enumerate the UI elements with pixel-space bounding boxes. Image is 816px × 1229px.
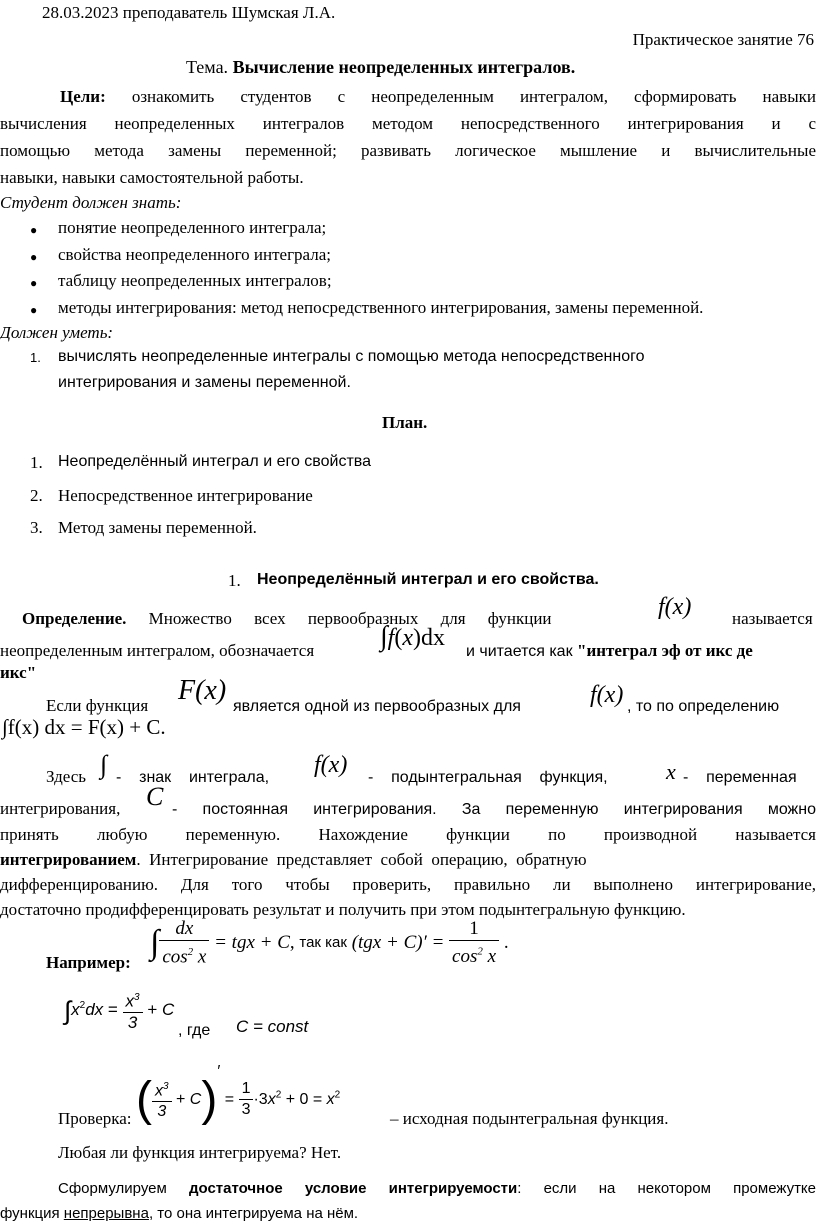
definition-label: Определение. [22,609,127,628]
definition-formula: ∫f(x) dx = F(x) + C. [2,715,166,739]
plan-num-1: 1. [30,453,43,472]
here-text-c: - подынтегральная функция, [368,769,608,786]
sufficient-text-d: функция [0,1205,64,1222]
here-line-6: достаточно продифференцировать результат и получить при этом подынтегральную функцию. [0,900,686,919]
section-1-num: 1. [228,571,241,590]
goals-label: Цели: [60,87,106,106]
bullet-icon: ● [30,276,38,290]
here-text-d: - переменная [683,769,797,786]
goals-line-3: помощью метода замены переменной; развивать логическое мышление и вычислительные [0,141,816,160]
definition-text-1b: называется [732,609,813,628]
lesson-number: Практическое занятие 76 [632,30,814,49]
definition-text-2b: и читается как [466,643,578,660]
able-line-1: вычислять неопределенные интегралы с помощью метода непосредственного [58,348,645,365]
plan-num-2: 2. [30,486,43,505]
date-teacher-line: 28.03.2023 преподаватель Шумская Л.А. [42,3,336,22]
topic-line [186,54,575,80]
list-item: таблицу неопределенных интегралов; [58,271,332,290]
able-heading: Должен уметь: [0,323,114,342]
example-label: Например: [46,953,131,972]
topic-prefix: Тема. [186,57,233,77]
continuous-term: непрерывна [63,1205,149,1222]
tak-kak-text: так как [299,934,347,952]
check-label: Проверка: [58,1109,132,1128]
here-line-5: дифференцированию. Для того чтобы проверить, правильно ли выполнено интегрирование, [0,875,816,894]
able-number: 1. [30,350,41,365]
reading-quote-2: икс" [0,663,37,682]
C-const-formula: C = const [236,1017,309,1036]
fx-formula: f(x) [658,594,692,620]
here-text-b: - знак интеграла, [116,769,270,786]
sufficient-line-1 [58,1176,816,1202]
plan-item-1: Неопределённый интеграл и его свойства [58,453,371,470]
C-constant: C [146,782,164,811]
definition-line-2b [466,638,753,665]
here-line-4-rest: . Интегрирование представляет собой операцию, обратную [136,850,587,869]
sufficient-line-2 [0,1201,358,1227]
here-line-4 [0,847,816,873]
check-formula: ( $\frac{x^3}{3}$ + C)′ = $\frac{1}{3}$ $\cdot 3x^2 + 0 = x^2$ [136,1063,341,1126]
know-heading: Студент должен знать: [0,193,182,212]
example-formula: ∫ $\frac{dx}{\cos^2 x}$ = tgx + C, так как (tgx + C)′ = $\frac{1}{\cos^2 x}$ . [150,918,509,968]
list-item: свойства неопределенного интеграла; [58,245,331,264]
able-line-2: интегрирования и замены переменной. [58,374,351,391]
section-1-title: Неопределённый интеграл и его свойства. [257,571,599,588]
sufficient-text-a: Сформулируем [58,1180,189,1197]
if-text-b: является одной из первообразных для [233,698,521,715]
here-line-2a: интегрирования, [0,799,121,818]
sufficient-text-f: , то она интегрируема на нём. [148,1205,359,1222]
where-text: , где [178,1022,211,1039]
fx-formula: f(x) [314,752,348,778]
x-variable: x [666,759,676,784]
x-squared-integral-formula: $\int x^2dx$ = $\frac{x^3}{3}$ + C [64,988,174,1033]
integral-sign-icon: ∫ [100,750,108,779]
if-text-c: , то по определению [627,698,780,715]
if-text-a: Если функция [46,696,149,715]
here-line-2b: - постоянная интегрирования. За переменную интегрирования можно [172,801,816,818]
definition-line-1 [22,606,642,632]
definition-text-2a: неопределенным интегралом, обозначается [0,641,315,660]
fx-formula: f(x) [590,682,624,708]
bullet-icon: ● [30,303,38,317]
goals-line-2: вычисления неопределенных интегралов методом непосредственного интегрирования и с [0,114,816,133]
bullet-icon: ● [30,223,38,237]
plan-item-2: Непосредственное интегрирование [58,486,313,505]
here-line-3: принять любую переменную. Нахождение функции по производной называется [0,825,816,844]
integration-term: интегрированием [0,850,137,869]
sufficient-condition-term: достаточное условие интегрируемости [188,1180,518,1197]
goals-text-1: ознакомить студентов с неопределенным интегралом, сформировать навыки [105,87,816,106]
Fx-formula: F(x) [178,675,227,706]
definition-text-1a: Множество всех первообразных для функции [126,609,552,628]
reading-quote-1: "интеграл эф от икс де [577,641,753,660]
bullet-icon: ● [30,250,38,264]
topic-title: Вычисление неопределенных интегралов. [232,57,576,77]
goals-line-1 [0,84,816,110]
list-item: понятие неопределенного интеграла; [58,218,327,237]
plan-item-3: Метод замены переменной. [58,518,257,537]
integrability-question: Любая ли функция интегрируема? Нет. [58,1143,342,1162]
goals-line-4: навыки, навыки самостоятельной работы. [0,168,304,187]
here-text-a: Здесь [46,767,87,786]
definition-formula-text: ∫f(x) dx = F(x) + C [2,715,161,739]
list-item: методы интегрирования: метод непосредственного интегрирования, замены переменной. [58,298,704,317]
plan-heading: План. [382,413,428,432]
sufficient-text-c: : если на некотором промежутке [517,1180,816,1197]
integral-fx-dx-formula: ∫f(x)dx [380,621,445,652]
plan-num-3: 3. [30,518,43,537]
check-tail: – исходная подынтегральная функция. [390,1109,669,1128]
